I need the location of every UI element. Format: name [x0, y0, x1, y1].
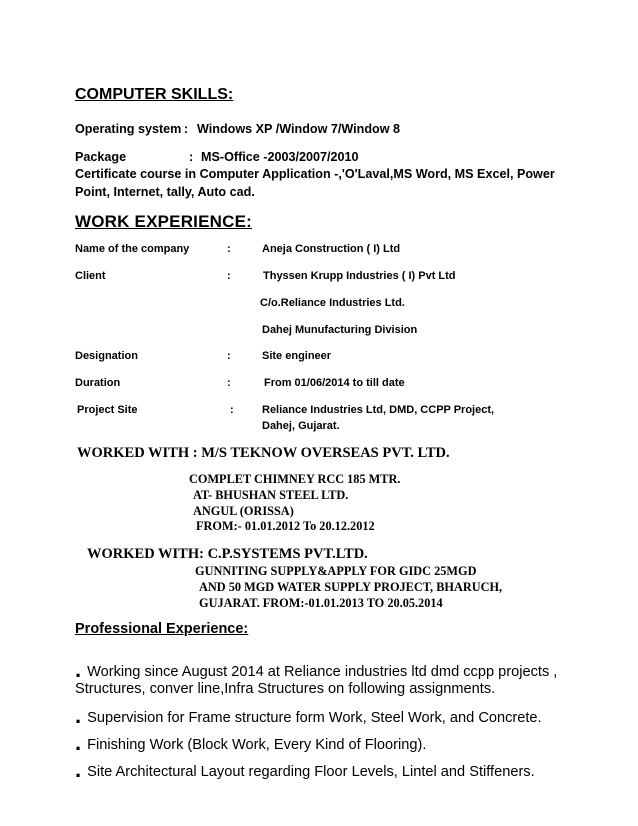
company-label: Name of the company [75, 243, 190, 255]
worked-with-teknow-title: WORKED WITH : M/S TEKNOW OVERSEAS PVT. LTD. [77, 445, 450, 461]
designation-value: Site engineer [262, 350, 332, 362]
designation-label: Designation [75, 350, 138, 362]
professional-item-4-text: Site Architectural Layout regarding Floor Levels, Lintel and Stiffeners. [87, 764, 535, 780]
teknow-line-4: FROM:- 01.01.2012 To 20.12.2012 [196, 519, 375, 533]
client-value: Thyssen Krupp Industries ( I) Pvt Ltd [263, 270, 456, 282]
project-site-separator: : [230, 404, 234, 416]
project-site-location: Dahej, Gujarat. [262, 420, 340, 432]
client-division: Dahej Munufacturing Division [262, 324, 418, 336]
professional-experience-heading: Professional Experience: [75, 621, 249, 637]
os-label: Operating system [75, 122, 182, 136]
work-experience-heading: WORK EXPERIENCE: [75, 212, 252, 231]
package-separator: : [189, 150, 194, 164]
os-value: Windows XP /Window 7/Window 8 [197, 122, 401, 136]
professional-item-3 [75, 729, 426, 755]
os-separator: : [184, 122, 189, 136]
teknow-line-3: ANGUL (ORISSA) [193, 504, 294, 518]
company-separator: : [227, 243, 231, 255]
teknow-line-1: COMPLET CHIMNEY RCC 185 MTR. [189, 472, 401, 486]
duration-label: Duration [75, 377, 121, 389]
professional-item-4 [75, 756, 535, 782]
project-site-value: Reliance Industries Ltd, DMD, CCPP Project, [262, 404, 495, 416]
cpsystems-line-2: AND 50 MGD WATER SUPPLY PROJECT, BHARUCH, [199, 580, 503, 594]
professional-item-2-text: Supervision for Frame structure form Work, Steel Work, and Concrete. [87, 710, 542, 726]
computer-skills-heading: COMPUTER SKILLS: [75, 86, 234, 103]
cpsystems-line-1: GUNNITING SUPPLY&APPLY FOR GIDC 25MGD [195, 564, 477, 578]
professional-item-2 [75, 702, 542, 728]
bullet-icon: . [75, 703, 82, 728]
client-care-of: C/o.Reliance Industries Ltd. [260, 297, 405, 309]
project-site-label: Project Site [77, 404, 138, 416]
worked-with-cpsystems-title: WORKED WITH: C.P.SYSTEMS PVT.LTD. [87, 546, 368, 562]
duration-separator: : [227, 377, 231, 389]
package-label: Package [75, 150, 127, 164]
professional-item-1-continuation: Structures, conver line,Infra Structures on following assignments. [75, 681, 496, 697]
client-label: Client [75, 270, 106, 282]
certificate-line-1: Certificate course in Computer Application -,'O'Laval,MS Word, MS Excel, Power [75, 167, 555, 181]
teknow-line-2: AT- BHUSHAN STEEL LTD. [193, 488, 349, 502]
bullet-icon: . [75, 730, 82, 755]
professional-item-3-text: Finishing Work (Block Work, Every Kind of Flooring). [87, 737, 427, 753]
professional-item-1-text: Working since August 2014 at Reliance industries ltd dmd ccpp projects , [87, 664, 558, 680]
bullet-icon: . [75, 757, 82, 782]
designation-separator: : [227, 350, 231, 362]
client-separator: : [227, 270, 231, 282]
company-value: Aneja Construction ( I) Ltd [262, 243, 401, 255]
duration-value: From 01/06/2014 to till date [264, 377, 405, 389]
certificate-line-2: Point, Internet, tally, Auto cad. [75, 185, 255, 199]
bullet-icon: . [75, 657, 82, 682]
cpsystems-line-3: GUJARAT. FROM:-01.01.2013 TO 20.05.2014 [199, 596, 443, 610]
professional-item-1 [75, 656, 557, 682]
package-value: MS-Office -2003/2007/2010 [201, 150, 359, 164]
